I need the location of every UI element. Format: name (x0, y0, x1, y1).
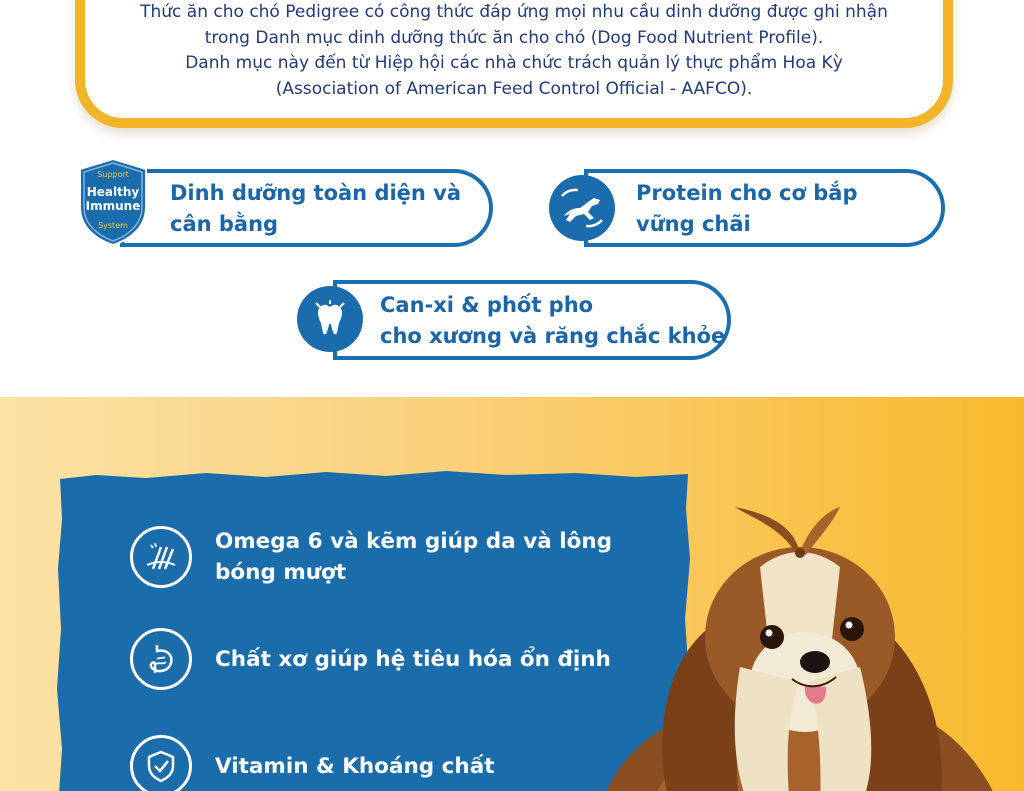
stomach-icon (130, 628, 192, 690)
feature-fiber-text: Chất xơ giúp hệ tiêu hóa ổn định (215, 646, 611, 672)
feature-vitamin-text: Vitamin & Khoáng chất (215, 753, 495, 779)
running-dog-icon (549, 175, 615, 241)
healthy-immune-shield-icon (76, 157, 150, 247)
features-section (0, 397, 1024, 791)
benefit-protein: Protein cho cơ bắp vững chãi (584, 169, 945, 247)
feature-omega-text: Omega 6 và kẽm giúp da và lông bóng mượt (215, 529, 613, 585)
benefit-balanced-nutrition: Dinh dưỡng toàn diện và cân bằng (120, 169, 493, 247)
aafco-notice-box (75, 0, 953, 128)
svg-text:Healthy: Healthy (86, 185, 140, 199)
shield-check-icon (130, 735, 192, 791)
svg-text:Support: Support (97, 170, 129, 179)
skin-coat-icon (130, 526, 192, 588)
benefit-calcium: Can-xi & phốt pho cho xương và răng chắc khỏe (333, 280, 731, 360)
svg-text:System: System (98, 221, 128, 230)
tooth-icon (297, 286, 363, 352)
shih-tzu-dog-image (560, 507, 1024, 791)
svg-text:Immune: Immune (85, 199, 141, 213)
aafco-notice-text: Thức ăn cho chó Pedigree có công thức đáp ứng mọi nhu cầu dinh dưỡng được ghi nhận trong Danh mục dinh dưỡng thức ăn cho chó (Dog Food Nutrient Profile). Danh mục này đến từ Hiệp hội các nhà chức trách quản lý thực phẩm Hoa Kỳ (Association of American Feed Control Official - AAFCO). (140, 2, 888, 99)
